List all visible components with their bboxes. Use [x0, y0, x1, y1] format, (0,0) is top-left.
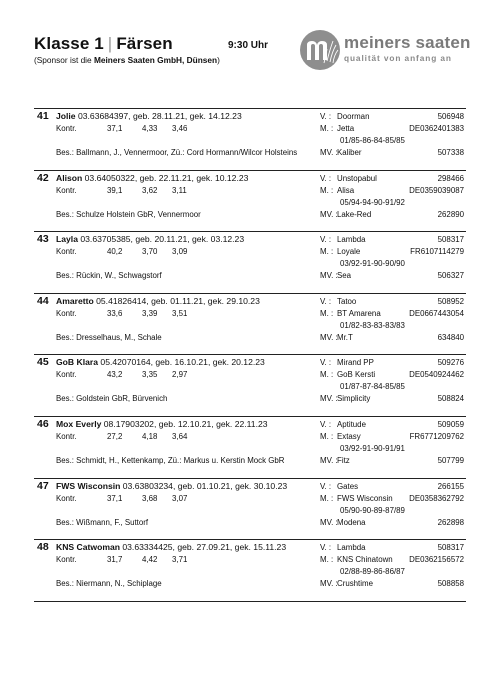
entry-headline — [56, 419, 268, 429]
entry-number: 46 — [37, 417, 49, 430]
logo-slogan: qualität von anfang an — [344, 53, 452, 63]
entry-headline — [56, 481, 287, 491]
sire-id: 298466 — [437, 173, 464, 183]
kontr-label: Kontr. — [56, 370, 77, 380]
maternal-sire-label: MV. : — [320, 517, 338, 527]
dam-id: DE0362156572 — [409, 555, 464, 565]
kontr-value-3: 3,51 — [172, 308, 188, 318]
kontr-value-1: 31,7 — [107, 555, 123, 565]
sire-name: Mirand PP — [337, 358, 374, 368]
kontr-value-3: 3,46 — [172, 124, 188, 133]
logo-m-mark-icon — [300, 30, 340, 70]
dam-label: M. : — [320, 308, 334, 318]
maternal-sire-name: Simplicity — [337, 394, 371, 404]
kontr-label: Kontr. — [56, 431, 77, 441]
sire-label: V. : — [320, 543, 332, 553]
dam-label: M. : — [320, 555, 334, 565]
kontr-value-1: 40,2 — [107, 247, 123, 257]
animal-details: 08.17903202, geb. 12.10.21, gek. 22.11.23 — [101, 418, 268, 429]
dam-name: BT Amarena — [337, 308, 381, 318]
maternal-sire-id: 507338 — [437, 148, 464, 157]
dam-id: FR6771209762 — [409, 431, 464, 441]
maternal-sire-label: MV. : — [320, 579, 338, 589]
owner-breeder: Bes.: Ballmann, J., Vennermoor, Zü.: Cord Hormann/Wilcor Holsteins — [56, 148, 298, 157]
kontr-value-2: 3,62 — [142, 185, 158, 195]
sponsor-suffix: ) — [217, 55, 220, 65]
dam-label: M. : — [320, 185, 334, 195]
entry-row — [34, 232, 466, 294]
dam-label: M. : — [320, 247, 334, 257]
dam-name: GoB Kersti — [337, 370, 376, 380]
animal-details: 05.42070164, geb. 16.10.21, gek. 20.12.23 — [98, 357, 265, 368]
logo-name: meiners saaten — [344, 33, 471, 52]
animal-details: 03.63334425, geb. 27.09.21, gek. 15.11.23 — [119, 542, 287, 553]
dam-linear-scores: 05/94-94-90-91/92 — [340, 197, 405, 207]
sire-label: V. : — [320, 481, 332, 491]
dam-name: KNS Chinatown — [337, 555, 393, 565]
entry-headline — [56, 111, 242, 121]
owner-breeder: Bes.: Rückin, W., Schwagstorf — [56, 271, 162, 281]
start-time: 9:30 Uhr — [228, 40, 269, 51]
entry-row — [34, 479, 466, 541]
dam-label: M. : — [320, 370, 334, 380]
kontr-value-2: 4,18 — [142, 431, 158, 441]
owner-breeder: Bes.: Goldstein GbR, Bürvenich — [56, 394, 168, 404]
sire-name: Unstopabul — [337, 173, 377, 183]
sire-name: Lambda — [337, 543, 366, 553]
entry-headline — [56, 542, 286, 552]
dam-id: DE0362401383 — [409, 124, 464, 133]
kontr-label: Kontr. — [56, 185, 77, 195]
entry-row — [34, 417, 466, 479]
entry-row — [34, 109, 466, 171]
kontr-value-1: 43,2 — [107, 370, 123, 380]
sire-id: 506948 — [437, 112, 464, 121]
entry-number: 45 — [37, 356, 49, 369]
owner-breeder: Bes.: Wißmann, F., Suttorf — [56, 517, 149, 527]
dam-label: M. : — [320, 124, 334, 133]
animal-name: Amaretto — [56, 295, 94, 306]
sire-label: V. : — [320, 235, 332, 245]
sire-label: V. : — [320, 419, 332, 429]
entry-headline — [56, 357, 265, 367]
maternal-sire-name: Kaliber — [337, 148, 362, 157]
sponsor-logo — [296, 30, 471, 74]
class-label: Klasse 1 — [34, 34, 104, 53]
sire-name: Aptitude — [337, 419, 366, 429]
sire-label: V. : — [320, 173, 332, 183]
kontr-value-3: 3,09 — [172, 247, 188, 257]
kontr-value-2: 3,39 — [142, 308, 158, 318]
kontr-label: Kontr. — [56, 247, 77, 257]
dam-linear-scores: 02/88-89-86-86/87 — [340, 567, 405, 577]
animal-name: Alison — [56, 172, 83, 183]
maternal-sire-id: 508858 — [437, 579, 464, 589]
entry-row — [34, 294, 466, 356]
animal-name: Layla — [56, 234, 78, 245]
animal-details: 03.63803234, geb. 01.10.21, gek. 30.10.23 — [120, 480, 288, 491]
kontr-value-3: 3,11 — [172, 185, 187, 195]
kontr-value-3: 2,97 — [172, 370, 188, 380]
dam-id: DE0540924462 — [409, 370, 464, 380]
kontr-value-2: 4,33 — [142, 124, 158, 133]
maternal-sire-name: Crushtime — [337, 579, 373, 589]
entry-row — [34, 540, 466, 602]
animal-details: 05.41826414, geb. 01.11.21, gek. 29.10.23 — [93, 295, 260, 306]
class-name: Färsen — [116, 34, 173, 53]
animal-details: 03.63684397, geb. 28.11.21, gek. 14.12.23 — [75, 111, 242, 121]
dam-linear-scores: 01/87-87-84-85/85 — [340, 382, 405, 392]
sponsor-line — [34, 55, 220, 65]
sire-name: Doorman — [337, 112, 370, 121]
sire-name: Tatoo — [337, 296, 357, 306]
dam-linear-scores: 03/92-91-90-91/91 — [340, 443, 405, 453]
maternal-sire-id: 506327 — [437, 271, 464, 281]
kontr-value-2: 4,42 — [142, 555, 158, 565]
page-title — [34, 34, 173, 54]
dam-label: M. : — [320, 431, 334, 441]
sire-id: 509059 — [437, 419, 464, 429]
maternal-sire-id: 507799 — [437, 455, 464, 465]
dam-id: FR6107114279 — [410, 247, 464, 257]
kontr-label: Kontr. — [56, 308, 77, 318]
dam-name: FWS Wisconsin — [337, 493, 393, 503]
entry-headline — [56, 173, 248, 183]
kontr-value-1: 37,1 — [107, 124, 123, 133]
maternal-sire-name: Lake-Red — [337, 209, 372, 219]
maternal-sire-name: Modena — [337, 517, 366, 527]
entry-number: 48 — [37, 541, 49, 554]
maternal-sire-id: 634840 — [437, 332, 464, 342]
entry-number: 47 — [37, 479, 49, 492]
kontr-value-2: 3,35 — [142, 370, 158, 380]
dam-label: M. : — [320, 493, 334, 503]
kontr-value-1: 27,2 — [107, 431, 123, 441]
kontr-value-3: 3,64 — [172, 431, 188, 441]
maternal-sire-name: Sea — [337, 271, 352, 281]
maternal-sire-name: Fitz — [337, 455, 350, 465]
entry-row — [34, 355, 466, 417]
maternal-sire-id: 508824 — [437, 394, 464, 404]
sire-label: V. : — [320, 112, 332, 121]
maternal-sire-id: 262890 — [437, 209, 464, 219]
entry-row — [34, 171, 466, 233]
entry-headline — [56, 296, 260, 306]
entry-headline — [56, 234, 244, 244]
kontr-label: Kontr. — [56, 555, 77, 565]
animal-name: KNS Catwoman — [56, 542, 120, 553]
sire-name: Gates — [337, 481, 359, 491]
kontr-value-2: 3,70 — [142, 247, 158, 257]
dam-name: Jetta — [337, 124, 355, 133]
sire-id: 508317 — [437, 235, 464, 245]
owner-breeder: Bes.: Dresselhaus, M., Schale — [56, 332, 162, 342]
dam-id: DE0358362792 — [409, 493, 464, 503]
maternal-sire-name: Mr.T — [337, 332, 353, 342]
owner-breeder: Bes.: Niermann, N., Schiplage — [56, 579, 162, 589]
animal-name: FWS Wisconsin — [56, 480, 121, 491]
maternal-sire-label: MV. : — [320, 271, 338, 281]
maternal-sire-id: 262898 — [437, 517, 464, 527]
sponsor-name: Meiners Saaten GmbH, Dünsen — [93, 55, 218, 65]
kontr-value-1: 37,1 — [107, 493, 123, 503]
owner-breeder: Bes.: Schulze Holstein GbR, Vennermoor — [56, 209, 201, 219]
dam-name: Alisa — [337, 185, 355, 195]
kontr-value-1: 39,1 — [107, 185, 123, 195]
entry-number: 42 — [37, 171, 49, 184]
animal-details: 03.63705385, geb. 20.11.21, gek. 03.12.23 — [77, 234, 245, 245]
maternal-sire-label: MV. : — [320, 332, 338, 342]
kontr-value-2: 3,68 — [142, 493, 158, 503]
dam-name: Loyale — [337, 247, 361, 257]
animal-name: GoB Klara — [56, 357, 99, 368]
maternal-sire-label: MV. : — [320, 209, 338, 219]
kontr-value-1: 33,6 — [107, 308, 123, 318]
animal-name: Mox Everly — [56, 418, 102, 429]
sire-id: 508317 — [437, 543, 464, 553]
sire-id: 508952 — [437, 296, 464, 306]
sire-label: V. : — [320, 358, 332, 368]
sire-id: 266155 — [437, 481, 464, 491]
entry-number: 43 — [37, 233, 49, 246]
dam-name: Extasy — [337, 431, 361, 441]
maternal-sire-label: MV. : — [320, 148, 338, 157]
title-separator: | — [107, 34, 113, 53]
kontr-value-3: 3,07 — [172, 493, 188, 503]
page-header — [34, 33, 471, 84]
dam-id: DE0359039087 — [409, 185, 464, 195]
sire-name: Lambda — [337, 235, 366, 245]
kontr-value-3: 3,71 — [172, 555, 188, 565]
dam-linear-scores: 01/85-86-84-85/85 — [340, 136, 405, 145]
entry-number: 44 — [37, 294, 49, 307]
kontr-label: Kontr. — [56, 124, 77, 133]
sire-label: V. : — [320, 296, 332, 306]
dam-linear-scores: 05/90-90-89-87/89 — [340, 505, 405, 515]
dam-linear-scores: 01/82-83-83-83/83 — [340, 320, 405, 330]
maternal-sire-label: MV. : — [320, 455, 338, 465]
animal-details: 03.64050322, geb. 22.11.21, gek. 10.12.23 — [82, 172, 249, 183]
owner-breeder: Bes.: Schmidt, H., Kettenkamp, Zü.: Markus u. Kerstin Mock GbR — [56, 455, 285, 465]
dam-linear-scores: 03/92-91-90-90/90 — [340, 259, 405, 269]
entry-number: 41 — [37, 110, 49, 122]
animal-name: Jolie — [56, 111, 76, 121]
entries-list — [34, 108, 466, 602]
kontr-label: Kontr. — [56, 493, 77, 503]
dam-id: DE0667443054 — [409, 308, 464, 318]
sponsor-prefix: (Sponsor ist die — [34, 55, 94, 65]
sire-id: 509276 — [437, 358, 464, 368]
maternal-sire-label: MV. : — [320, 394, 338, 404]
